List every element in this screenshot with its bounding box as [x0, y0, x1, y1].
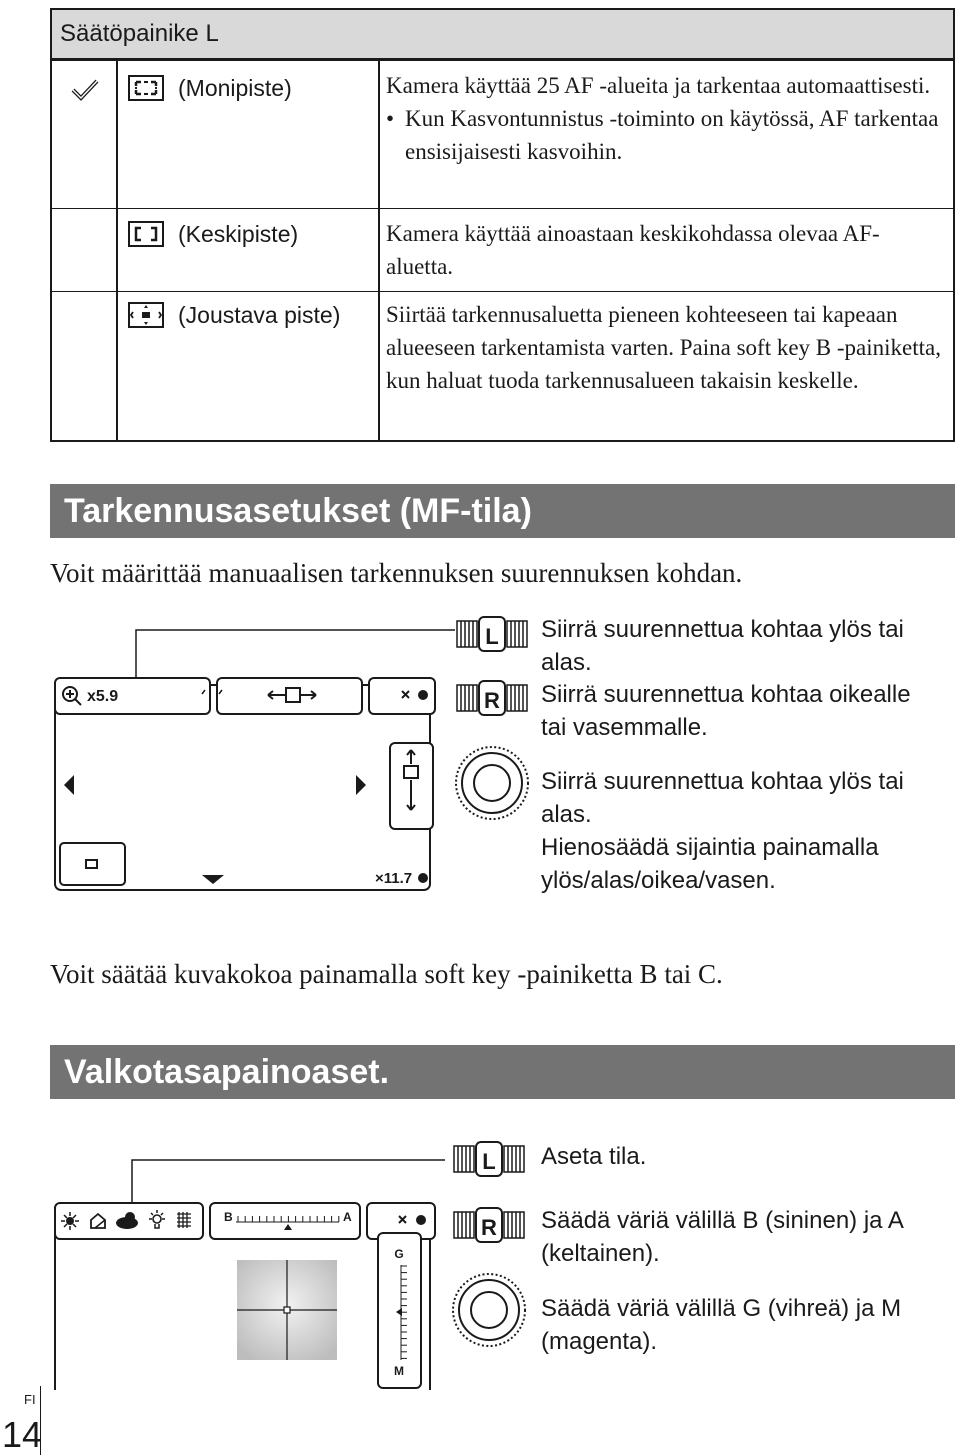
wb-control-r-text-line2: (keltainen). [541, 1240, 660, 1267]
svg-text:L: L [482, 1149, 496, 1174]
mode-label: (Monipiste) [178, 75, 292, 101]
section-title-mf: Tarkennusasetukset (MF-tila) [50, 484, 955, 538]
page-number: 14 [2, 1414, 43, 1455]
page-language: FI [24, 1392, 36, 1407]
control-wheel-text-line2: alas. [541, 801, 592, 828]
control-wheel-text-line3: Hienosäädä sijaintia painamalla [541, 834, 879, 861]
mode-label: (Joustava piste) [178, 302, 341, 328]
mf-screen-illustration [50, 625, 460, 895]
mode-note: • Kun Kasvontunnistus -toiminto on käytössä, AF tarkentaa ensisijaisesti kasvoihin. [386, 102, 943, 168]
control-dial-r-icon [454, 1208, 524, 1242]
scale-m-label: M [394, 1364, 404, 1378]
total-magnification: ×11.7 [375, 870, 413, 887]
table-row [52, 60, 953, 208]
wb-screen-illustration [50, 1150, 460, 1395]
scale-b-label: B [224, 1210, 233, 1224]
multi-point-af-icon [128, 75, 164, 101]
wb-control-wheel-text-line1: Säädä väriä välillä G (vihreä) ja M [541, 1295, 902, 1322]
scale-a-label: A [343, 1210, 352, 1224]
control-l-text-line1: Siirrä suurennettua kohtaa ylös tai [541, 616, 904, 643]
control-r-text-line1: Siirrä suurennettua kohtaa oikealle [541, 681, 911, 708]
wb-control-r-text-line1: Säädä väriä välillä B (sininen) ja A [541, 1207, 904, 1234]
section-title-wb: Valkotasapainoaset. [50, 1045, 955, 1099]
table-header: Säätöpainike L [52, 10, 953, 60]
mf-intro-text: Voit määrittää manuaalisen tarkennuksen suurennuksen kohdan. [50, 558, 743, 588]
control-wheel-icon [453, 1274, 525, 1346]
selected-check-icon [70, 77, 100, 103]
mode-description: Kamera käyttää ainoastaan keskikohdassa olevaa AF-aluetta. [386, 221, 880, 279]
mode-description: Kamera käyttää 25 AF -alueita ja tarkentaa automaattisesti. [386, 73, 931, 98]
wb-control-wheel-text-line2: (magenta). [541, 1328, 658, 1355]
magnification-value: x5.9 [87, 688, 119, 705]
flexible-spot-af-icon [128, 302, 164, 328]
control-wheel-text-line1: Siirrä suurennettua kohtaa ylös tai [541, 768, 904, 795]
svg-text:L: L [485, 624, 499, 649]
table-row [52, 208, 953, 291]
control-dial-r-icon [457, 681, 527, 715]
control-l-text-line2: alas. [541, 649, 592, 676]
control-dial-l-icon [457, 617, 527, 651]
grid-cursor [284, 1307, 290, 1313]
control-wheel-text-line4: ylös/alas/oikea/vasen. [541, 867, 776, 894]
scale-g-label: G [394, 1247, 404, 1261]
mf-footer-text: Voit säätää kuvakokoa painamalla soft key -painiketta B tai C. [50, 959, 723, 989]
svg-text:R: R [481, 1215, 497, 1240]
center-point-af-icon [128, 221, 164, 247]
control-dial-l-icon [454, 1142, 524, 1176]
table-row [52, 291, 953, 440]
control-wheel-icon [456, 747, 528, 819]
control-r-text-line2: tai vasemmalle. [541, 714, 708, 741]
mode-label: (Keskipiste) [178, 221, 299, 247]
mode-description: Siirtää tarkennusaluetta pieneen kohteeseen tai kapeaan alueeseen tarkentamista varten. Paina soft key B -painiketta, kun haluat tuoda tarkennusalueen takaisin keskelle. [386, 302, 941, 393]
af-area-table [50, 8, 955, 442]
wb-control-l-text: Aseta tila. [541, 1143, 647, 1170]
svg-text:R: R [484, 688, 500, 713]
